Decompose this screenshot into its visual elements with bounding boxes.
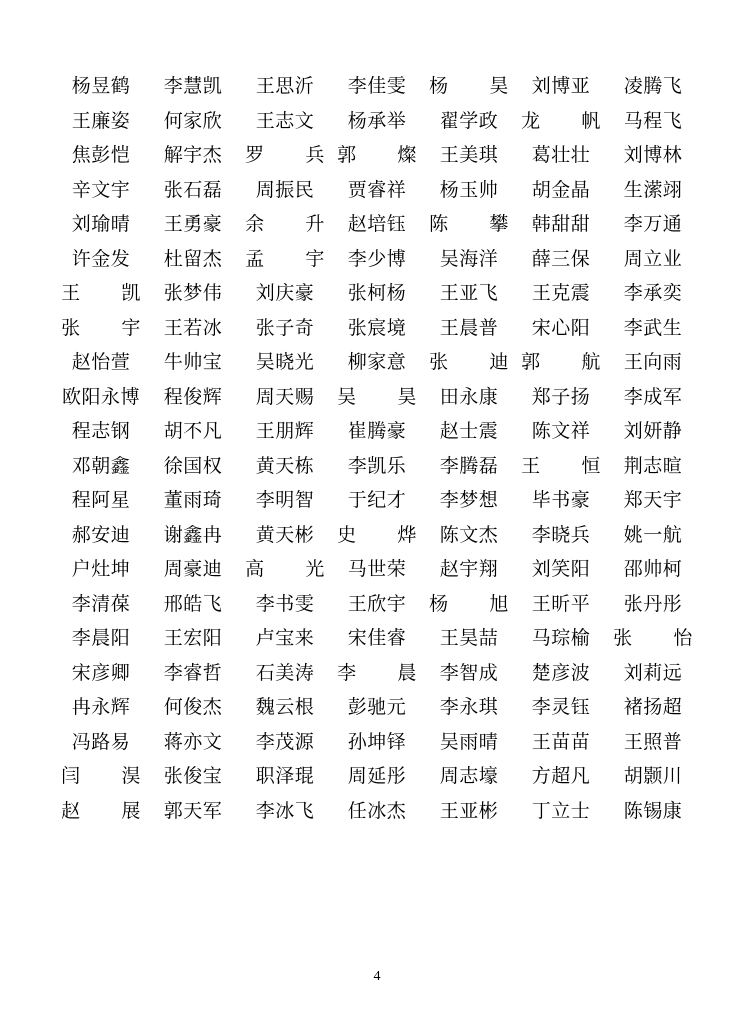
name-cell: 赵培钰	[347, 214, 407, 235]
name-cell: 李晓兵	[531, 524, 591, 546]
name-cell: 周志壕	[439, 766, 499, 787]
name-cell: 李梦想	[439, 490, 499, 511]
table-row	[55, 760, 699, 795]
name-cell: 黄天彬	[255, 524, 315, 546]
name-cell: 刘瑜晴	[71, 214, 131, 235]
name-cell: 李凯乐	[347, 455, 407, 477]
name-cell: 崔腾豪	[347, 421, 407, 442]
name-cell	[239, 139, 331, 174]
name-cell	[55, 760, 147, 795]
name-cell	[423, 588, 515, 623]
name-cell: 董雨琦	[163, 490, 223, 511]
name-cell: 李佳雯	[347, 76, 407, 97]
name-cell: 王若冰	[163, 317, 223, 339]
name-cell: 李慧凯	[163, 76, 223, 97]
name-text: 吴昊	[337, 386, 417, 408]
name-cell: 解宇杰	[163, 145, 223, 166]
name-cell: 陈文祥	[531, 421, 591, 442]
name-cell	[55, 312, 147, 347]
name-cell	[423, 208, 515, 243]
name-cell: 王宏阳	[163, 628, 223, 649]
name-cell	[239, 553, 331, 588]
table-row	[55, 415, 699, 450]
name-cell	[423, 346, 515, 381]
name-text: 张迪	[429, 352, 509, 373]
table-row	[55, 553, 699, 588]
name-cell: 张子奇	[255, 317, 315, 339]
table-row	[55, 657, 699, 692]
name-cell: 王朋辉	[255, 421, 315, 442]
name-cell: 王欣宇	[347, 593, 407, 615]
name-cell: 楚彦波	[531, 662, 591, 684]
name-cell: 杜留杰	[163, 248, 223, 270]
name-cell: 程俊辉	[163, 386, 223, 408]
name-cell: 胡颢川	[623, 766, 683, 787]
name-cell: 王晨普	[439, 317, 499, 339]
table-row	[55, 346, 699, 381]
name-text: 杨昊	[429, 76, 509, 97]
name-cell: 姚一航	[623, 524, 683, 546]
name-text: 高光	[245, 559, 325, 580]
name-cell: 宋佳睿	[347, 628, 407, 649]
name-cell: 任冰杰	[347, 800, 407, 822]
name-cell: 石美涛	[255, 662, 315, 684]
name-cell: 韩甜甜	[531, 214, 591, 235]
name-cell: 王美琪	[439, 145, 499, 166]
name-cell: 张石磊	[163, 179, 223, 201]
name-cell: 马世荣	[347, 559, 407, 580]
name-cell: 葛壮壮	[531, 145, 591, 166]
name-cell: 褚扬超	[623, 697, 683, 718]
name-cell	[331, 519, 423, 554]
name-cell: 凌腾飞	[623, 76, 683, 97]
name-cell: 李晨阳	[71, 628, 131, 649]
name-cell: 刘莉远	[623, 662, 683, 684]
name-cell: 赵怡萱	[71, 352, 131, 373]
name-cell: 刘庆豪	[255, 283, 315, 304]
name-cell: 生潆翊	[623, 179, 683, 201]
name-cell: 李冰飞	[255, 800, 315, 822]
table-row	[55, 450, 699, 485]
name-cell: 王昊喆	[439, 628, 499, 649]
name-cell: 张丹彤	[623, 593, 683, 615]
name-cell: 孙坤铎	[347, 731, 407, 753]
name-cell: 王勇豪	[163, 214, 223, 235]
name-cell: 李睿哲	[163, 662, 223, 684]
name-cell: 王照普	[623, 731, 683, 753]
table-row	[55, 277, 699, 312]
name-cell: 王昕平	[531, 593, 591, 615]
name-cell: 马程飞	[623, 110, 683, 132]
name-cell: 荆志暄	[623, 455, 683, 477]
name-cell	[515, 450, 607, 485]
name-cell: 职泽琨	[255, 766, 315, 787]
name-cell: 丁立士	[531, 800, 591, 822]
name-cell: 杨承举	[347, 110, 407, 132]
name-cell: 宋彦卿	[71, 662, 131, 684]
table-row	[55, 243, 699, 278]
name-cell: 吴海洋	[439, 248, 499, 270]
name-cell: 胡不凡	[163, 421, 223, 442]
name-cell: 田永康	[439, 386, 499, 408]
name-text: 郭航	[521, 352, 601, 373]
name-cell	[331, 139, 423, 174]
name-text: 杨旭	[429, 593, 509, 615]
name-cell: 郑子扬	[531, 386, 591, 408]
name-cell: 张柯杨	[347, 283, 407, 304]
name-cell: 郭天军	[163, 800, 223, 822]
name-cell: 蒋亦文	[163, 731, 223, 753]
name-cell: 欧阳永博	[61, 386, 140, 408]
name-cell: 刘博林	[623, 145, 683, 166]
name-cell: 李少博	[347, 248, 407, 270]
name-cell: 焦彭恺	[71, 145, 131, 166]
name-cell	[515, 105, 607, 140]
name-text: 赵展	[61, 800, 141, 822]
name-cell: 王思沂	[255, 76, 315, 97]
name-cell: 辛文宇	[71, 179, 131, 201]
name-text: 罗兵	[245, 145, 325, 166]
name-list-table	[55, 70, 699, 829]
name-text: 张宇	[61, 317, 141, 339]
name-cell: 方超凡	[531, 766, 591, 787]
name-cell: 胡金晶	[531, 179, 591, 201]
name-cell: 于纪才	[347, 490, 407, 511]
name-cell: 柳家意	[347, 352, 407, 373]
name-cell: 李万通	[623, 214, 683, 235]
name-cell: 张俊宝	[163, 766, 223, 787]
name-cell: 何家欣	[163, 110, 223, 132]
name-text: 闫淏	[61, 766, 141, 787]
name-text: 史烨	[337, 524, 417, 546]
name-cell	[607, 622, 699, 657]
table-row	[55, 139, 699, 174]
name-cell: 程阿星	[71, 490, 131, 511]
name-cell: 周振民	[255, 179, 315, 201]
name-cell: 王克震	[531, 283, 591, 304]
page-number: 4	[373, 969, 381, 984]
name-cell: 李智成	[439, 662, 499, 684]
name-cell: 李书雯	[255, 593, 315, 615]
table-row	[55, 70, 699, 105]
name-cell: 刘博亚	[531, 76, 591, 97]
name-cell: 贾睿祥	[347, 179, 407, 201]
name-cell: 王亚飞	[439, 283, 499, 304]
name-cell: 谢鑫冉	[163, 524, 223, 546]
name-cell: 王亚彬	[439, 800, 499, 822]
table-row	[55, 208, 699, 243]
name-cell	[55, 795, 147, 830]
name-cell: 李灵钰	[531, 697, 591, 718]
name-cell: 郝安迪	[71, 524, 131, 546]
name-cell: 翟学政	[439, 110, 499, 132]
name-cell: 王志文	[255, 110, 315, 132]
name-cell: 吴雨晴	[439, 731, 499, 753]
name-cell: 王向雨	[623, 352, 683, 373]
name-cell: 陈锡康	[623, 800, 683, 822]
name-cell	[239, 243, 331, 278]
name-cell: 杨昱鹤	[71, 76, 131, 97]
name-cell	[55, 277, 147, 312]
name-cell	[239, 208, 331, 243]
name-text: 孟宇	[245, 248, 325, 270]
name-cell: 李茂源	[255, 731, 315, 753]
name-text: 郭燦	[337, 145, 417, 166]
name-cell: 程志钢	[71, 421, 131, 442]
name-text: 王恒	[521, 455, 601, 477]
name-cell: 杨玉帅	[439, 179, 499, 201]
name-cell: 毕书豪	[531, 490, 591, 511]
name-cell: 周豪迪	[163, 559, 223, 580]
table-row	[55, 484, 699, 519]
name-list-body	[55, 70, 699, 829]
table-row	[55, 312, 699, 347]
name-cell: 李承奕	[623, 283, 683, 304]
name-text: 张怡	[613, 628, 693, 649]
name-cell: 李武生	[623, 317, 683, 339]
name-cell: 郑天宇	[623, 490, 683, 511]
name-cell: 马琮榆	[531, 628, 591, 649]
name-cell: 许金发	[71, 248, 131, 270]
name-cell: 赵宇翔	[439, 559, 499, 580]
table-row	[55, 691, 699, 726]
name-cell: 牛帅宝	[163, 352, 223, 373]
name-cell: 徐国权	[163, 455, 223, 477]
name-cell: 王廉姿	[71, 110, 131, 132]
name-cell: 李腾磊	[439, 455, 499, 477]
name-cell: 周延彤	[347, 766, 407, 787]
table-row	[55, 105, 699, 140]
name-cell: 李明智	[255, 490, 315, 511]
name-cell: 户灶坤	[71, 559, 131, 580]
name-cell: 张宸境	[347, 317, 407, 339]
name-cell: 李成军	[623, 386, 683, 408]
name-text: 余升	[245, 214, 325, 235]
name-cell: 邢皓飞	[163, 593, 223, 615]
name-cell: 吴晓光	[255, 352, 315, 373]
name-text: 王凯	[61, 283, 141, 304]
name-cell: 何俊杰	[163, 697, 223, 718]
name-cell	[331, 657, 423, 692]
name-cell: 李清葆	[71, 593, 131, 615]
name-cell: 李永琪	[439, 697, 499, 718]
table-row	[55, 726, 699, 761]
name-text: 龙帆	[521, 110, 601, 132]
name-cell: 周天赐	[255, 386, 315, 408]
name-cell: 赵士震	[439, 421, 499, 442]
table-row	[55, 519, 699, 554]
name-cell: 周立业	[623, 248, 683, 270]
name-cell: 冉永辉	[71, 697, 131, 718]
name-cell	[515, 346, 607, 381]
name-cell: 邵帅柯	[623, 559, 683, 580]
name-text: 李晨	[337, 662, 417, 684]
name-cell: 冯路易	[71, 731, 131, 753]
name-cell	[331, 381, 423, 416]
name-cell: 彭驰元	[347, 697, 407, 718]
name-text: 陈攀	[429, 214, 509, 235]
name-cell: 黄天栋	[255, 455, 315, 477]
name-cell: 刘笑阳	[531, 559, 591, 580]
name-cell: 薛三保	[531, 248, 591, 270]
table-row	[55, 622, 699, 657]
name-cell: 卢宝来	[255, 628, 315, 649]
table-row	[55, 588, 699, 623]
table-row	[55, 795, 699, 830]
name-cell: 魏云根	[255, 697, 315, 718]
name-cell: 王苗苗	[531, 731, 591, 753]
name-cell: 张梦伟	[163, 283, 223, 304]
name-cell: 宋心阳	[531, 317, 591, 339]
table-row	[55, 381, 699, 416]
name-cell: 刘妍静	[623, 421, 683, 442]
table-row	[55, 174, 699, 209]
name-cell: 邓朝鑫	[71, 455, 131, 477]
name-cell	[423, 70, 515, 105]
name-cell: 陈文杰	[439, 524, 499, 546]
